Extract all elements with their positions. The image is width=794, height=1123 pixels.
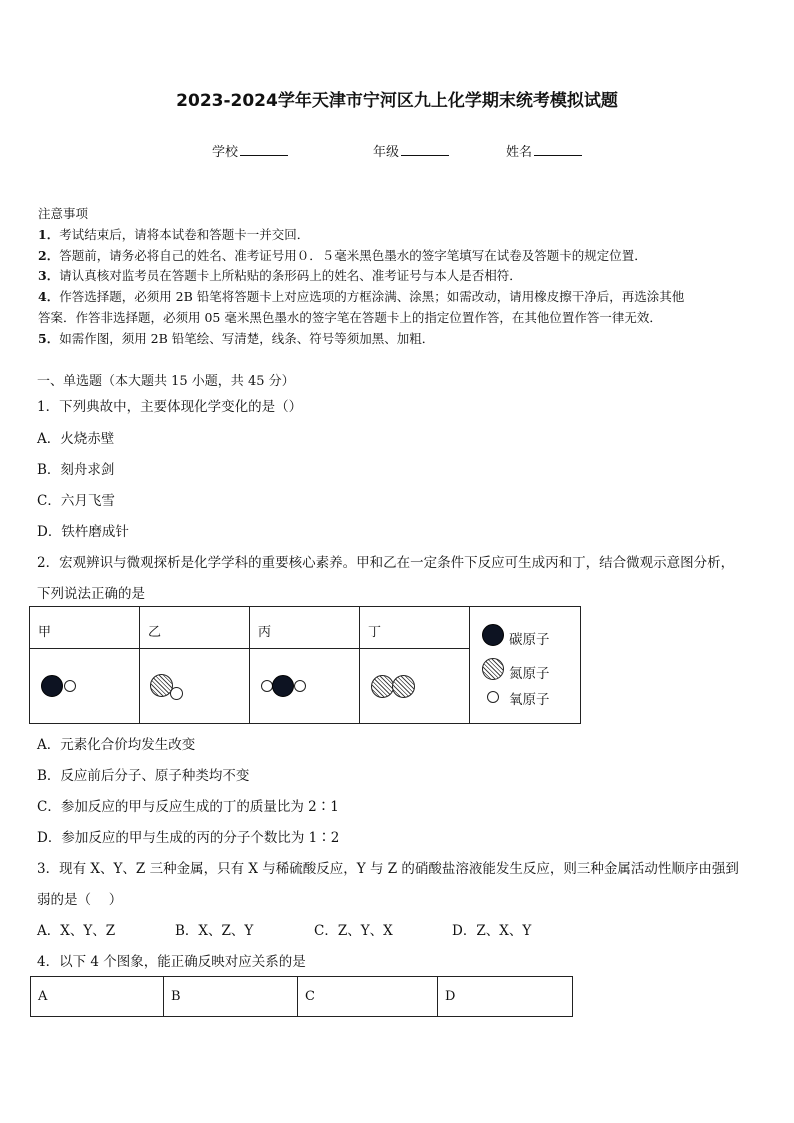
notice-item: 3．请认真核对监考员在答题卡上所粘贴的条形码上的姓名、准考证号与本人是否相符． [38, 268, 522, 283]
q4-cell-d[interactable]: D [438, 977, 573, 1017]
notice-item: 答案．作答非选择题，必须用 05 毫米黑色墨水的签字笔在答题卡上的指定位置作答，在其他位置作答一律无效． [38, 310, 662, 325]
q2-option-d[interactable]: D．参加反应的甲与生成的丙的分子个数比为 1∶2 [37, 830, 340, 846]
molecule-jia [30, 649, 140, 724]
name-label: 姓名 [506, 145, 533, 160]
section-heading: 一、单选题（本大题共 15 小题，共 45 分） [37, 374, 295, 389]
atom-legend [470, 607, 581, 724]
molecule-yi [140, 649, 250, 724]
question-2-stem: 2．宏观辨识与微观探析是化学学科的重要核心素养。甲和乙在一定条件下反应可生成丙和丁，结合微观示意图分析， [37, 555, 735, 571]
grade-blank[interactable] [401, 141, 449, 156]
legend-oxygen-label: 氧原子 [509, 692, 550, 708]
q4-cell-c[interactable]: C [298, 977, 438, 1017]
header-ding: 丁 [360, 607, 470, 649]
q2-option-a[interactable]: A．元素化合价均发生改变 [37, 737, 196, 753]
molecule-table [29, 606, 581, 724]
question-3-stem-cont: 弱的是（ ） [37, 892, 123, 908]
nitrogen-atom-icon [150, 674, 173, 697]
molecule-ding [360, 649, 470, 724]
notice-item: 4．作答选择题，必须用 2B 铅笔将答题卡上对应选项的方框涂满、涂黑；如需改动，请用橡皮擦干净后，再选涂其他 [38, 289, 685, 304]
school-field [212, 141, 288, 160]
q1-option-c[interactable]: C．六月飞雪 [37, 493, 115, 509]
question-1-stem: 1．下列典故中，主要体现化学变化的是（） [37, 399, 303, 415]
grade-label: 年级 [373, 145, 400, 160]
legend-carbon-label: 碳原子 [509, 632, 550, 648]
q3-option-a[interactable]: A．X、Y、Z [37, 923, 116, 939]
q1-option-d[interactable]: D．铁杵磨成针 [37, 524, 129, 540]
notice-item: 1．考试结束后，请将本试卷和答题卡一并交回． [38, 227, 310, 242]
carbon-atom-icon [272, 675, 294, 697]
q4-cell-b[interactable]: B [164, 977, 298, 1017]
school-blank[interactable] [240, 141, 288, 156]
notice-item: 2．答题前，请务必将自己的姓名、准考证号用０．５毫米黑色墨水的签字笔填写在试卷及答题卡的规定位置． [38, 248, 647, 263]
question-2-stem-cont: 下列说法正确的是 [37, 586, 145, 602]
q3-option-b[interactable]: B．X、Z、Y [175, 923, 254, 939]
notice-item: 5．如需作图，须用 2B 铅笔绘、写清楚，线条、符号等须加黑、加粗． [38, 331, 435, 346]
header-jia: 甲 [30, 607, 140, 649]
q3-option-d[interactable]: D．Z、X、Y [452, 923, 532, 939]
name-field [506, 141, 582, 160]
q1-option-b[interactable]: B．刻舟求剑 [37, 462, 115, 478]
school-label: 学校 [212, 145, 239, 160]
notice-heading: 注意事项 [38, 206, 89, 221]
molecule-bing [250, 649, 360, 724]
carbon-atom-icon [41, 675, 63, 697]
q1-option-a[interactable]: A．火烧赤壁 [37, 431, 115, 447]
q2-option-c[interactable]: C．参加反应的甲与反应生成的丁的质量比为 2∶1 [37, 799, 339, 815]
page-title: 2023-2024学年天津市宁河区九上化学期末统考模拟试题 [176, 91, 618, 111]
question-3-stem: 3．现有 X、Y、Z 三种金属，只有 X 与稀硫酸反应，Y 与 Z 的硝酸盐溶液能发生反应，则三种金属活动性顺序由强到 [37, 861, 739, 877]
q3-option-c[interactable]: C．Z、Y、X [314, 923, 393, 939]
carbon-atom-icon [482, 624, 504, 646]
oxygen-atom-icon [64, 680, 76, 692]
header-bing: 丙 [250, 607, 360, 649]
nitrogen-atom-icon [482, 658, 504, 680]
name-blank[interactable] [534, 141, 582, 156]
grade-field [373, 141, 449, 160]
nitrogen-atom-icon [392, 675, 415, 698]
q2-option-b[interactable]: B．反应前后分子、原子种类均不变 [37, 768, 250, 784]
question-4-stem: 4．以下 4 个图象，能正确反映对应关系的是 [37, 954, 306, 970]
legend-nitrogen-label: 氮原子 [509, 666, 550, 682]
oxygen-atom-icon [487, 691, 499, 703]
nitrogen-atom-icon [371, 675, 394, 698]
q4-cell-a[interactable]: A [31, 977, 164, 1017]
q4-graph-table [30, 976, 573, 1017]
header-yi: 乙 [140, 607, 250, 649]
oxygen-atom-icon [294, 680, 306, 692]
